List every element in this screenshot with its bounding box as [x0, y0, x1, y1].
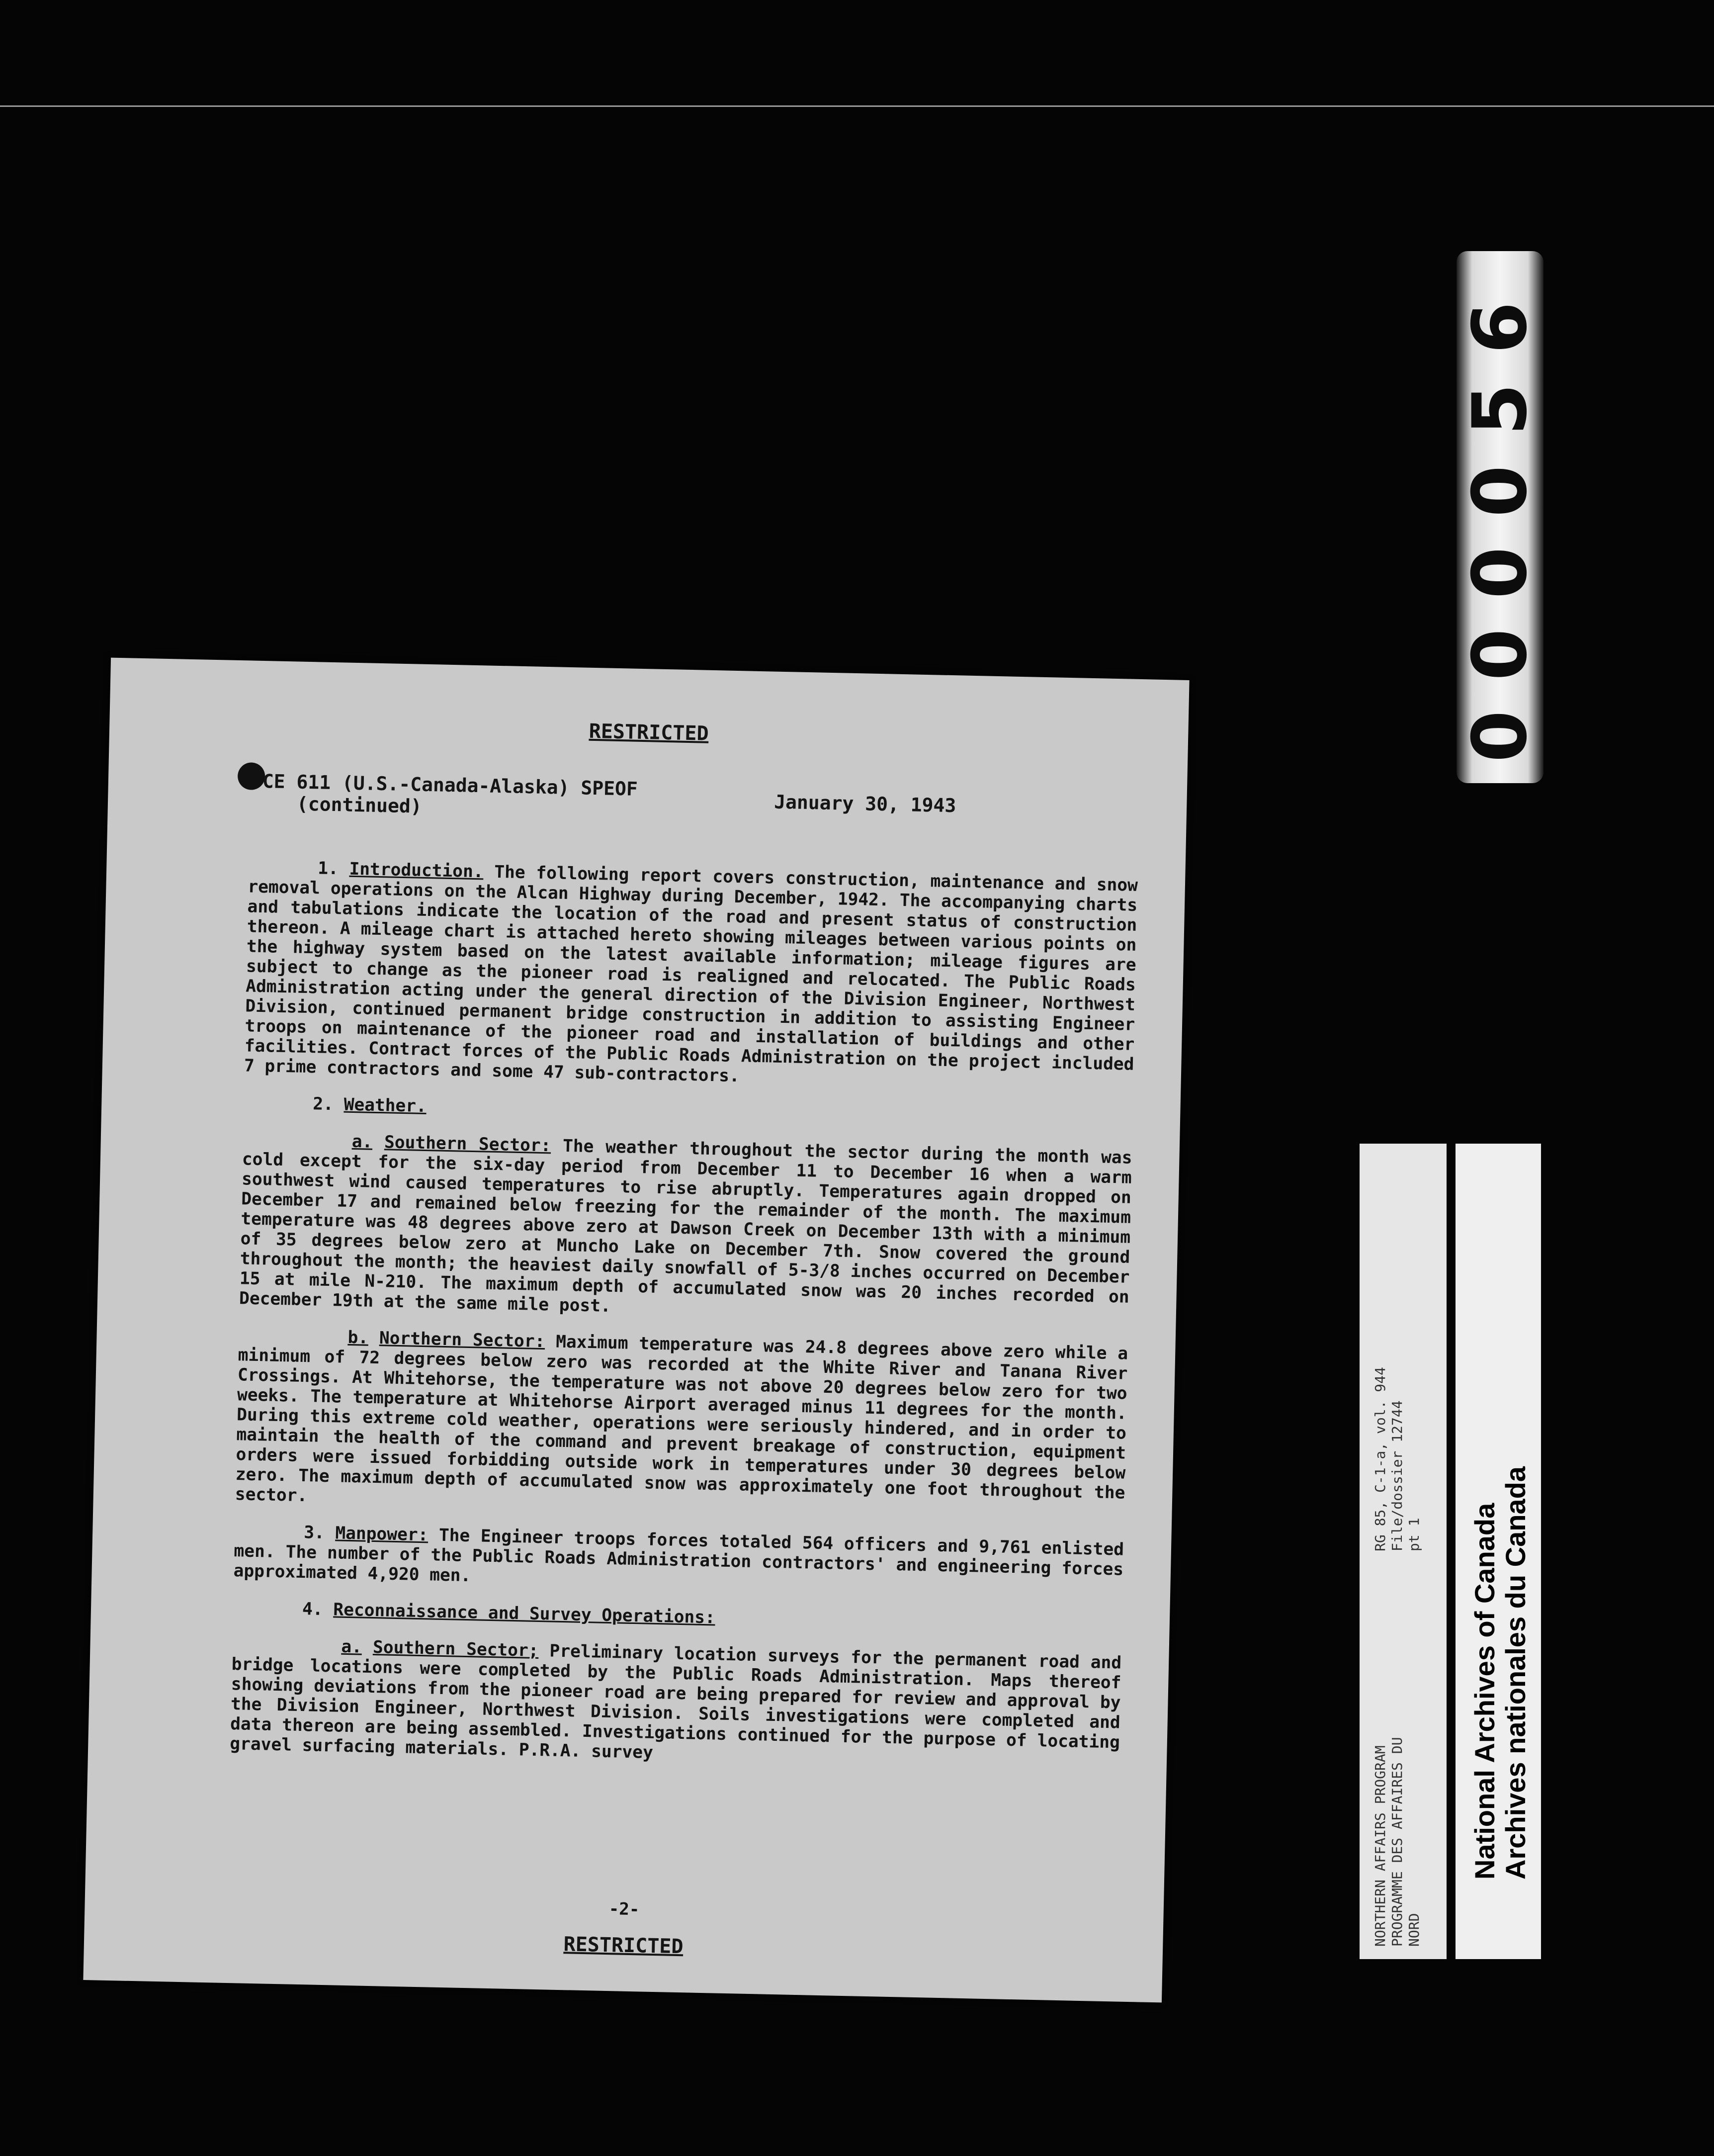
section-weather-northern — [235, 1325, 1128, 1523]
section-number: b. — [347, 1327, 369, 1348]
reference-line: File/dossier 12744 — [1389, 1400, 1405, 1551]
archive-label — [1360, 1144, 1541, 1959]
section-number: 1. — [317, 858, 339, 879]
program-text — [1372, 1738, 1423, 1947]
section-title: Manpower: — [335, 1523, 428, 1545]
section-number: a. — [351, 1131, 373, 1152]
section-text: The weather throughout the sector during the month was cold except for the six-day period from December 11 to December 16 when a warm southwest wind caused temperatures to rise abruptly. Temperatures again dropped on December 17 and remained below freezing for the remainder of the month. The maximum temperature was 48 degrees above zero at Dawson Creek on December 13th with a minimum of 35 degrees below zero at Muncho Lake on December 7th. Snow covered the ground throughout the month; the heaviest daily snowfall of 5-3/8 inches occurred on December 15 at mile N-210. The maximum depth of accumulated snow was 20 inches recorded on December 19th at the same mile post. — [239, 1136, 1132, 1316]
section-title: Reconnaissance and Survey Operations: — [333, 1600, 716, 1628]
frame-number-text: 000056 — [1457, 271, 1543, 763]
section-weather-southern — [239, 1129, 1132, 1327]
header-ref-continued: (continued) — [296, 793, 423, 817]
classification-top: RESTRICTED — [589, 719, 709, 745]
page-number: -2- — [608, 1899, 640, 1920]
section-title: Weather. — [343, 1094, 427, 1117]
section-title: Southern Sector: — [384, 1132, 551, 1156]
archive-name-line: National Archives of Canada — [1469, 1503, 1500, 1880]
header-ref-line: CE 611 (U.S.-Canada-Alaska) SPEOF — [262, 770, 638, 800]
section-number: 3. — [303, 1523, 325, 1543]
section-manpower — [233, 1521, 1124, 1599]
section-text: Preliminary location surveys for the permanent road and bridge locations were completed by the Public Roads Administration. Maps thereof showing deviations from the pioneer road are being prepared for review and approval by the Division Engineer, Northwest Division. Soils investigations were completed and data thereon are being assembled. Investigations continued for the purpose of locating gravel surfacing materials. P.R.A. survey — [229, 1641, 1122, 1763]
program-line: NORTHERN AFFAIRS PROGRAM — [1372, 1745, 1388, 1947]
document-date: January 30, 1943 — [773, 791, 956, 817]
section-number: a. — [341, 1636, 362, 1657]
section-text: The Engineer troops forces totaled 564 officers and 9,761 enlisted men. The number of the Public Roads Administration contractors' and engineering forces approximated 4,920 men. — [233, 1525, 1124, 1586]
section-reconnaissance-southern — [230, 1634, 1122, 1772]
header-reference — [262, 770, 638, 822]
section-number: 4. — [302, 1599, 324, 1619]
section-introduction — [244, 857, 1138, 1094]
section-text: Maximum temperature was 24.8 degrees above zero while a minimum of 72 degrees below zero was recorded at the White River and Tanana River Crossings. At Whitehorse, the temperature was not above 20 degrees below zero for two weeks. The temperature at Whitehorse Airport averaged minus 11 degrees for the month. During this extreme cold weather, operations were seriously hindered, and in order to maintain the health of the command and prevent breakage of construction, equipment orders were issued forbidding outside work in temperatures under 30 degrees below zero. The maximum depth of accumulated snow was approximately one foot throughout the sector. — [235, 1332, 1128, 1506]
section-title: Southern Sector; — [372, 1637, 539, 1661]
archive-name-line: Archives nationales du Canada — [1500, 1466, 1531, 1880]
section-title: Introduction. — [349, 859, 484, 882]
archive-name — [1469, 1466, 1531, 1880]
reference-line: pt 1 — [1406, 1518, 1422, 1551]
archive-label-right — [1456, 1144, 1541, 1959]
frame-number-tab — [1457, 251, 1543, 783]
film-top-rule — [0, 105, 1714, 107]
reference-text — [1372, 1352, 1423, 1551]
section-reconnaissance — [233, 1598, 1122, 1636]
section-number: 2. — [312, 1094, 334, 1115]
classification-bottom: RESTRICTED — [563, 1933, 684, 1959]
program-line: PROGRAMME DES AFFAIRES DU — [1389, 1737, 1405, 1947]
section-text: The following report covers construction, maintenance and snow removal operations on the Alcan Highway during December, 1942. The accompanying charts and tabulations indicate the location of the road and present status of construction thereon. A mileage chart is attached hereto showing mileages between various points on the highway system based on the latest available information; mileage figures are subject to change as the pioneer road is realigned and relocated. The Public Roads Administration acting under the general direction of the Division Engineer, Northwest Division, continued permanent bridge construction in addition to assisting Engineer troops on maintenance of the pioneer road and installation of buildings and other facilities. Contract forces of the Public Roads Administration on the project included 7 prime contractors and some 47 sub-contractors. — [244, 862, 1138, 1086]
section-weather — [243, 1092, 1133, 1131]
section-title: Northern Sector: — [379, 1328, 545, 1352]
document-body — [229, 857, 1138, 1789]
ink-blot — [238, 762, 265, 790]
document-page — [83, 658, 1189, 2003]
archive-label-left — [1360, 1144, 1447, 1959]
reference-line: RG 85, C-1-a, vol. 944 — [1372, 1367, 1388, 1551]
program-line: NORD — [1406, 1913, 1422, 1947]
